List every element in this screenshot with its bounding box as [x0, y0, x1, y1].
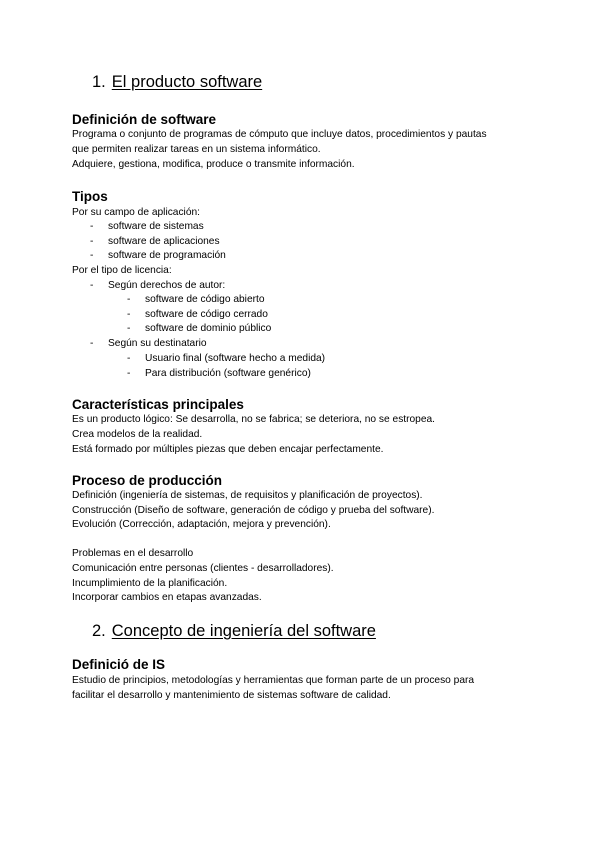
campo-item: software de aplicaciones [108, 236, 220, 247]
bullet-dash: - [127, 323, 131, 334]
section-2-title: Concepto de ingeniería del software [111, 622, 376, 640]
campo-label: Por su campo de aplicación: [72, 207, 200, 218]
bullet-dash: - [90, 250, 94, 261]
problemas-line: Incorporar cambios en etapas avanzadas. [72, 592, 262, 603]
bullet-dash: - [90, 280, 94, 291]
section-1-number: 1. [92, 73, 106, 91]
section-2-heading [92, 621, 376, 641]
derechos-item: software de dominio público [145, 323, 272, 334]
tipos-heading: Tipos [72, 189, 108, 204]
campo-item: software de programación [108, 250, 226, 261]
definicion-heading: Definición de software [72, 112, 217, 127]
campo-item: software de sistemas [108, 221, 204, 232]
derechos-label: Según derechos de autor: [108, 280, 226, 291]
section-2-number: 2. [92, 622, 106, 640]
destinatario-label: Según su destinatario [108, 338, 207, 349]
derechos-item: software de código cerrado [145, 309, 268, 320]
proceso-heading: Proceso de producción [72, 473, 223, 488]
definicio-is-heading: Definició de IS [72, 657, 166, 672]
bullet-dash: - [127, 368, 131, 379]
bullet-dash: - [127, 353, 131, 364]
problemas-line: Comunicación entre personas (clientes - desarrolladores). [72, 563, 334, 574]
problemas-line: Incumplimiento de la planificación. [72, 578, 228, 589]
destinatario-item: Para distribución (software genérico) [145, 368, 311, 379]
definicion-line: que permiten realizar tareas en un sistema informático. [72, 144, 321, 155]
bullet-dash: - [90, 221, 94, 232]
caracteristicas-line: Crea modelos de la realidad. [72, 429, 203, 440]
definicio-is-line: Estudio de principios, metodologías y herramientas que forman parte de un proceso para [72, 675, 475, 686]
definicion-line: Adquiere, gestiona, modifica, produce o transmite información. [72, 159, 355, 170]
caracteristicas-heading: Características principales [72, 397, 244, 412]
bullet-dash: - [127, 309, 131, 320]
bullet-dash: - [127, 294, 131, 305]
definicio-is-line: facilitar el desarrollo y mantenimiento de sistemas software de calidad. [72, 690, 391, 701]
section-1-heading [92, 72, 262, 92]
problemas-line: Problemas en el desarrollo [72, 548, 194, 559]
definicion-line: Programa o conjunto de programas de cómputo que incluye datos, procedimientos y pautas [72, 129, 487, 140]
bullet-dash: - [90, 338, 94, 349]
licencia-label: Por el tipo de licencia: [72, 265, 172, 276]
proceso-line: Evolución (Corrección, adaptación, mejora y prevención). [72, 519, 331, 530]
destinatario-item: Usuario final (software hecho a medida) [145, 353, 326, 364]
derechos-item: software de código abierto [145, 294, 265, 305]
proceso-line: Construcción (Diseño de software, generación de código y prueba del software). [72, 505, 435, 516]
proceso-line: Definición (ingeniería de sistemas, de requisitos y planificación de proyectos). [72, 490, 423, 501]
caracteristicas-line: Está formado por múltiples piezas que deben encajar perfectamente. [72, 444, 384, 455]
bullet-dash: - [90, 236, 94, 247]
section-1-title: El producto software [111, 73, 263, 91]
caracteristicas-line: Es un producto lógico: Se desarrolla, no se fabrica; se deteriora, no se estropea. [72, 414, 435, 425]
